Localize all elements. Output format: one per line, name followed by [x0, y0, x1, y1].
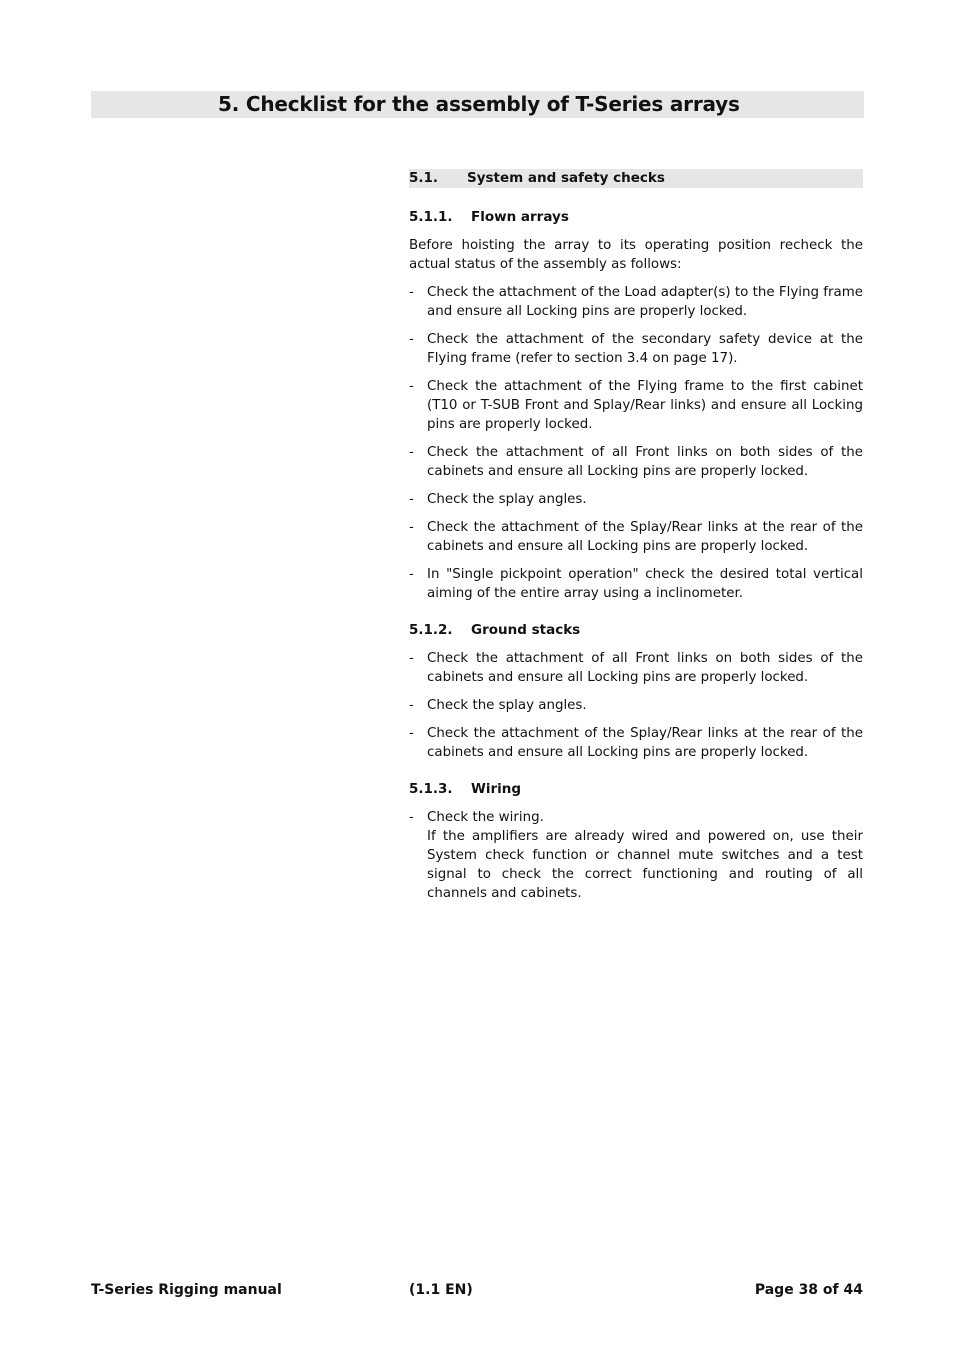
- list-item: - In "Single pickpoint operation" check the desired total vertical aiming of the entire array using a inclinometer.: [409, 567, 863, 601]
- list-item: - Check the attachment of the Splay/Rear links at the rear of the cabinets and ensure all Locking pins are properly locked.: [409, 520, 863, 554]
- footer-version: (1.1 EN): [409, 1282, 473, 1298]
- subsection-number: 5.1.3.: [409, 781, 453, 797]
- subsection-wiring: [409, 780, 863, 903]
- list-item: - Check the attachment of all Front links on both sides of the cabinets and ensure all Locking pins are properly locked.: [409, 651, 863, 685]
- chapter-title: 5. Checklist for the assembly of T-Series arrays: [218, 92, 740, 116]
- list-item: - Check the attachment of all Front links on both sides of the cabinets and ensure all Locking pins are properly locked.: [409, 445, 863, 479]
- section-number: 5.1.: [409, 170, 439, 186]
- section-title: System and safety checks: [467, 170, 665, 186]
- list-item: - Check the attachment of the Splay/Rear links at the rear of the cabinets and ensure all Locking pins are properly locked.: [409, 726, 863, 760]
- list-item: - Check the wiring. If the amplifiers are already wired and powered on, use their System check function or channel mute switches and a test signal to check the correct functioning and routing of all channels and cabinets.: [409, 810, 863, 901]
- footer-manual-title: T-Series Rigging manual: [91, 1282, 282, 1298]
- footer-page-number: Page 38 of 44: [754, 1282, 863, 1298]
- subsection-heading: [409, 208, 863, 227]
- subsection-heading: [409, 621, 863, 640]
- subsection-title: Ground stacks: [471, 622, 581, 638]
- section-heading: [409, 169, 863, 188]
- list-item: - Check the splay angles.: [409, 492, 587, 507]
- list-item: - Check the splay angles.: [409, 698, 587, 713]
- list-item: - Check the attachment of the Load adapter(s) to the Flying frame and ensure all Locking pins are properly locked.: [409, 285, 863, 319]
- list-item: - Check the attachment of the Flying frame to the first cabinet (T10 or T-SUB Front and Splay/Rear links) and ensure all Locking pins are properly locked.: [409, 379, 863, 432]
- content-column: [409, 169, 863, 921]
- checklist: [409, 808, 863, 903]
- subsection-heading: [409, 780, 863, 799]
- subsection-ground-stacks: [409, 621, 863, 762]
- subsection-title: Wiring: [471, 781, 522, 797]
- intro-paragraph: Before hoisting the array to its operating position recheck the actual status of the assembly as follows:: [409, 238, 863, 272]
- subsection-number: 5.1.2.: [409, 622, 453, 638]
- checklist: [409, 649, 863, 762]
- subsection-number: 5.1.1.: [409, 209, 453, 225]
- subsection-title: Flown arrays: [471, 209, 569, 225]
- subsection-flown-arrays: [409, 208, 863, 603]
- checklist: [409, 283, 863, 603]
- list-item: - Check the attachment of the secondary safety device at the Flying frame (refer to section 3.4 on page 17).: [409, 332, 863, 366]
